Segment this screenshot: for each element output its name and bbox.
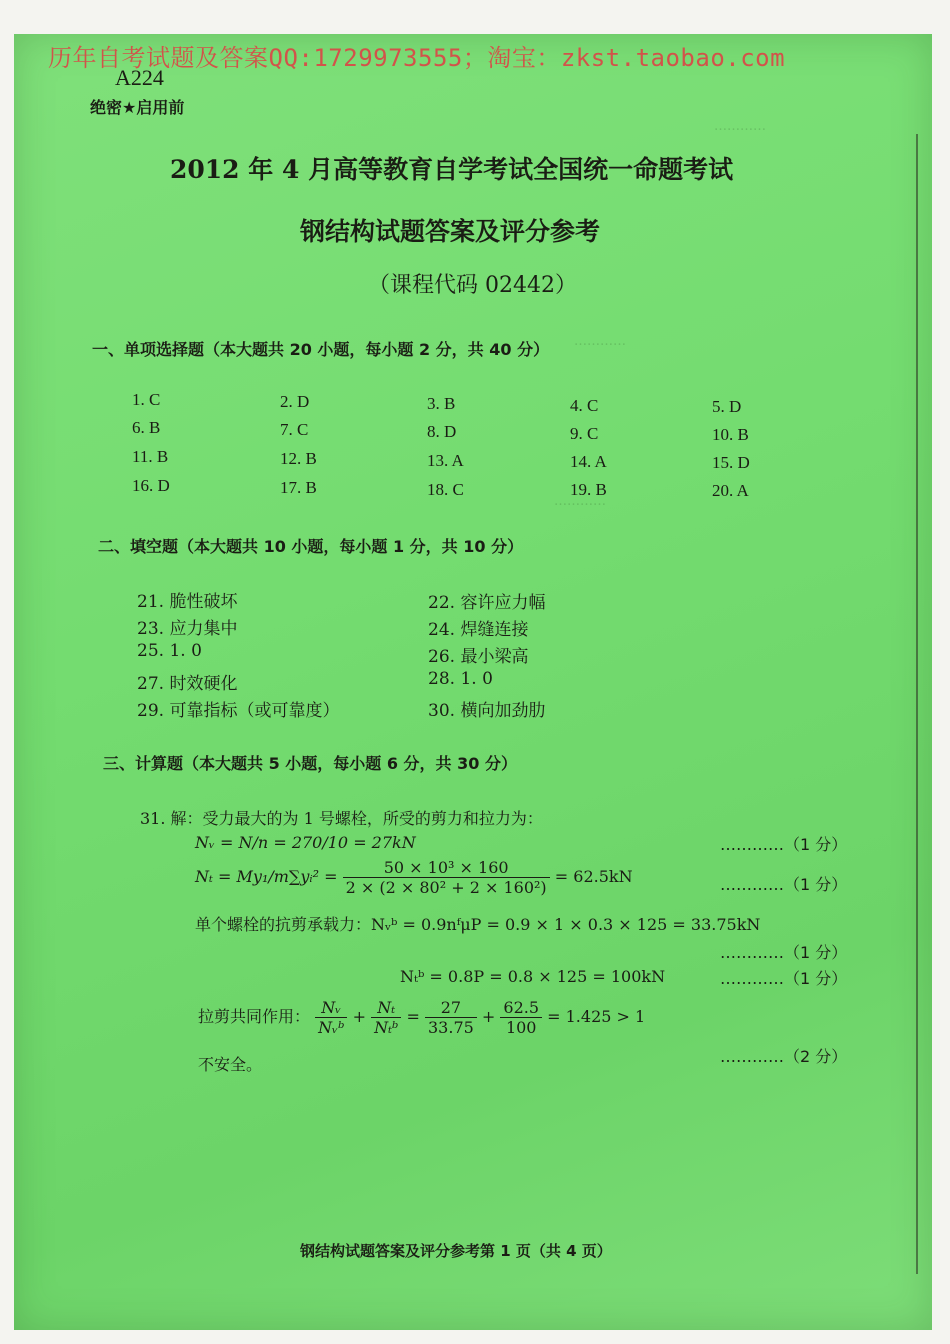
mc-answer: 12. B: [280, 449, 317, 468]
q31-eq2-denominator: 2 × (2 × 80² + 2 × 160²): [345, 878, 547, 897]
mc-answer: 20. A: [712, 481, 749, 500]
fill-answer: 28. 1. 0: [428, 669, 493, 689]
mc-answer: 19. B: [570, 480, 607, 499]
watermark: 历年自考试题及答案QQ:1729973555；淘宝：zkst.taobao.com: [48, 44, 786, 72]
q31-eq4: Nₜᵇ = 0.8P = 0.8 × 125 = 100kN: [400, 967, 666, 986]
q31-eq3: 单个螺栓的抗剪承载力：Nᵥᵇ = 0.9nᶠμP = 0.9 × 1 × 0.3 × 125 = 33.75kN: [195, 915, 761, 934]
mc-answer: 8. D: [427, 422, 457, 441]
mc-answer: 1. C: [132, 390, 161, 409]
mc-answer: 15. D: [712, 453, 750, 472]
frac-den: 100: [505, 1018, 537, 1037]
exam-paper: ………… ………… …………: [14, 34, 932, 1330]
fill-answer: 29. 可靠指标（或可靠度）: [137, 701, 340, 721]
q31-eq2-right: = 62.5kN: [554, 867, 633, 886]
q31-conclusion: 不安全。: [198, 1055, 263, 1074]
fill-answer: 27. 时效硬化: [137, 674, 238, 694]
score-mark: …………（2 分）: [720, 1047, 848, 1066]
section1-heading: 一、单项选择题（本大题共 20 小题，每小题 2 分，共 40 分）: [92, 340, 550, 359]
mc-answer: 16. D: [132, 476, 170, 495]
mc-answer: 3. B: [427, 394, 456, 413]
plus-sign: +: [352, 1007, 366, 1026]
fill-answer: 26. 最小梁高: [428, 647, 529, 667]
q31-eq5-label: 拉剪共同作用：: [198, 1007, 311, 1026]
score-mark: …………（1 分）: [720, 969, 848, 988]
mc-answer: 9. C: [570, 424, 599, 443]
q31-eq5: [198, 998, 645, 1037]
q31-eq1: Nᵥ = N/n = 270/10 = 27kN: [195, 833, 416, 852]
q31-eq5-frac3: [425, 998, 477, 1037]
frac-num: 62.5: [500, 998, 542, 1018]
mc-answer: 14. A: [570, 452, 607, 471]
q31-intro: 31. 解：受力最大的为 1 号螺栓，所受的剪力和拉力为：: [140, 809, 543, 828]
mc-answer: 18. C: [427, 480, 464, 499]
q31-eq2-fraction: [343, 858, 550, 897]
mc-answer: 5. D: [712, 397, 742, 416]
paper-title: 钢结构试题答案及评分参考: [300, 217, 601, 246]
mc-answer: 13. A: [427, 451, 464, 470]
mc-answer: 2. D: [280, 392, 310, 411]
fill-answer: 30. 横向加劲肋: [428, 701, 546, 721]
fill-answer: 24. 焊缝连接: [428, 620, 529, 640]
exam-title: 2012 年 4 月高等教育自学考试全国统一命题考试: [170, 155, 734, 184]
score-mark: …………（1 分）: [720, 943, 848, 962]
fill-answer: 22. 容许应力幅: [428, 593, 546, 613]
section2-heading: 二、填空题（本大题共 10 小题，每小题 1 分，共 10 分）: [98, 537, 524, 556]
q31-eq5-frac1: [315, 998, 347, 1037]
q31-eq2-left: Nₜ = My₁/m∑yᵢ² =: [195, 867, 338, 886]
fill-answer: 21. 脆性破坏: [137, 592, 238, 612]
page-footer: 钢结构试题答案及评分参考第 1 页（共 4 页）: [300, 1242, 612, 1260]
fill-answer: 23. 应力集中: [137, 619, 238, 639]
confidential-label: 绝密★启用前: [90, 98, 185, 117]
frac-den: Nᵥᵇ: [318, 1018, 345, 1037]
page-edge-line: [916, 134, 918, 1274]
section3-heading: 三、计算题（本大题共 5 小题，每小题 6 分，共 30 分）: [103, 754, 517, 773]
mc-answer: 11. B: [132, 447, 169, 466]
mc-answer: 7. C: [280, 420, 309, 439]
mc-answer: 6. B: [132, 418, 161, 437]
frac-den: Nₜᵇ: [374, 1018, 399, 1037]
fill-answer: 25. 1. 0: [137, 641, 202, 661]
mc-answer: 17. B: [280, 478, 317, 497]
q31-eq5-frac2: [371, 998, 401, 1037]
score-mark: …………（1 分）: [720, 835, 848, 854]
equals-sign: =: [406, 1007, 420, 1026]
q31-eq5-result: = 1.425 > 1: [547, 1007, 646, 1026]
q31-eq2-numerator: 50 × 10³ × 160: [343, 858, 550, 878]
mc-answer: 4. C: [570, 396, 599, 415]
score-mark: …………（1 分）: [720, 875, 848, 894]
plus-sign: +: [481, 1007, 496, 1026]
q31-eq2: [195, 858, 633, 897]
frac-den: 33.75: [428, 1018, 474, 1037]
paper-code: A224: [115, 65, 164, 90]
frac-num: 27: [425, 998, 477, 1018]
course-code: （课程代码 02442）: [368, 273, 577, 298]
frac-num: Nₜ: [371, 998, 401, 1018]
frac-num: Nᵥ: [315, 998, 347, 1018]
mc-answer: 10. B: [712, 425, 749, 444]
q31-eq5-frac4: [500, 998, 542, 1037]
